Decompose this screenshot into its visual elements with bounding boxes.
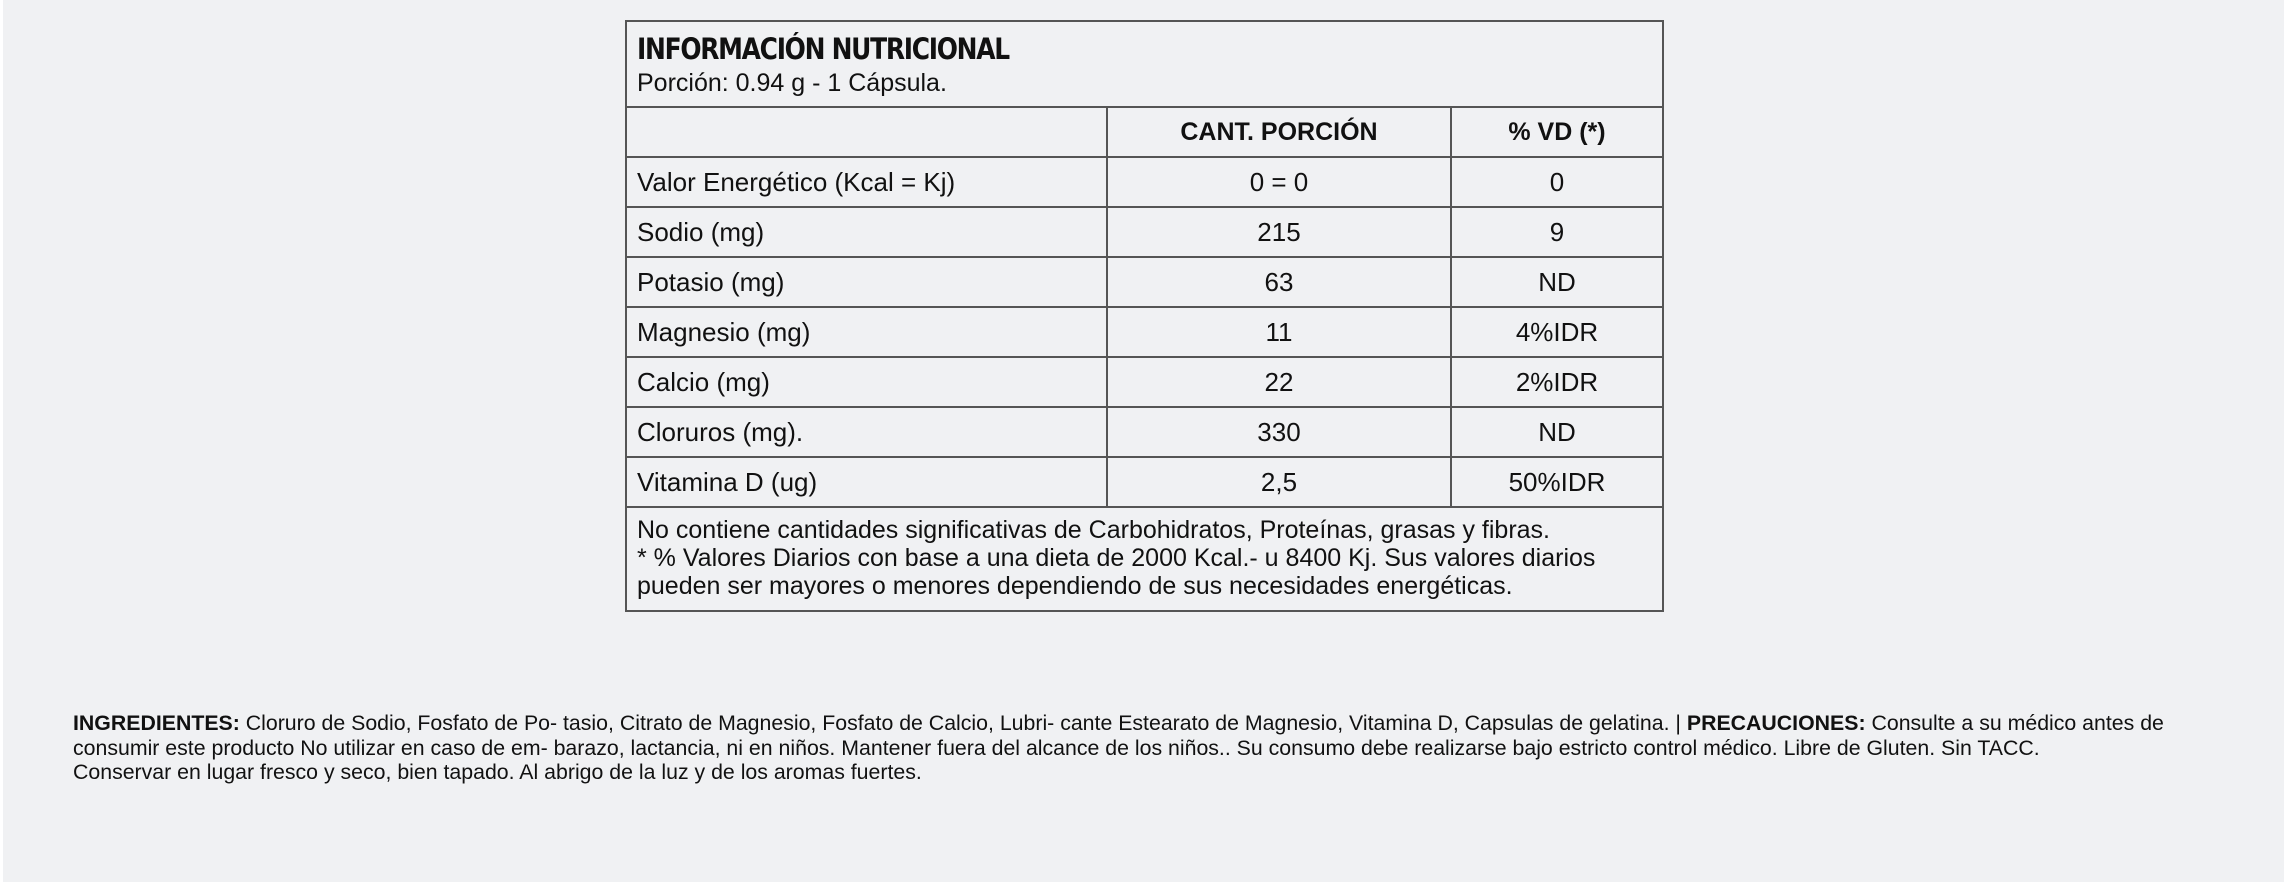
nutrient-amount: 0 = 0 [1108,158,1452,206]
nutrient-name: Sodio (mg) [627,208,1108,256]
header-daily-value: % VD (*) [1508,117,1606,146]
nutrient-amount: 2,5 [1108,458,1452,506]
nutrient-daily-value: 50%IDR [1508,466,1606,497]
nutrient-daily-value: 0 [1549,166,1565,197]
nutrient-daily-value: ND [1538,416,1576,447]
table-row [627,208,1662,258]
nutrient-amount: 63 [1108,258,1452,306]
precautions-label: PRECAUCIONES: [1686,711,1866,735]
nutrient-name: Cloruros (mg). [627,408,1108,456]
table-row [627,308,1662,358]
nutrition-facts-table [625,20,1664,612]
nutrient-daily-value: 4%IDR [1515,316,1599,347]
nutrient-amount: 11 [1108,308,1452,356]
nutrient-name: Calcio (mg) [627,358,1108,406]
nutrient-amount: 22 [1108,358,1452,406]
table-row [627,258,1662,308]
table-header-row [627,108,1662,158]
ingredients-label: INGREDIENTES: [73,711,240,735]
serving-size: Porción: 0.94 g - 1 Cápsula. [637,69,947,97]
nutrient-daily-value: ND [1538,266,1576,297]
nutrient-amount: 330 [1108,408,1452,456]
table-footnote [627,508,1662,610]
not-significant-note: No contiene cantidades significativas de Carbohidratos, Proteínas, grasas y fibras. [637,516,1550,544]
header-amount: CANT. PORCIÓN [1108,108,1452,156]
nutrient-name: Potasio (mg) [627,258,1108,306]
nutrient-name: Magnesio (mg) [627,308,1108,356]
table-row [627,358,1662,408]
precautions-text: Consulte a su médico antes de consumir este producto No utilizar en caso de em- barazo, lactancia, ni en niños. Mantener fuera del alcance de los niños.. Su consumo debe realizarse bajo estricto control médico. Libre de Gluten. Sin TACC. [73,711,2164,760]
nutrient-name: Vitamina D (ug) [627,458,1108,506]
table-row [627,458,1662,508]
ingredients-text: Cloruro de Sodio, Fosfato de Po- tasio, Citrato de Magnesio, Fosfato de Calcio, Lubri- cante Estearato de Magnesio, Vitamina D, Capsulas de gelatina. | [239,711,1687,735]
table-row [627,158,1662,208]
table-row [627,408,1662,458]
storage-instructions: Conservar en lugar fresco y seco, bien tapado. Al abrigo de la luz y de los aromas fuertes. [73,760,922,784]
daily-value-note: * % Valores Diarios con base a una dieta de 2000 Kcal.- u 8400 Kj. Sus valores diarios pueden ser mayores o menores dependiendo de sus necesidades energéticas. [637,544,1596,600]
nutrient-daily-value: 2%IDR [1515,366,1599,397]
ingredients-paragraph [73,711,2233,760]
header-nutrient [627,108,1108,156]
table-title: INFORMACIÓN NUTRICIONAL [637,32,1009,66]
ingredients-section [73,711,2233,785]
table-title-block [627,22,1662,108]
nutrient-name: Valor Energético (Kcal = Kj) [627,158,1108,206]
page-edge [0,0,3,882]
nutrient-daily-value: 9 [1549,216,1565,247]
nutrient-amount: 215 [1108,208,1452,256]
